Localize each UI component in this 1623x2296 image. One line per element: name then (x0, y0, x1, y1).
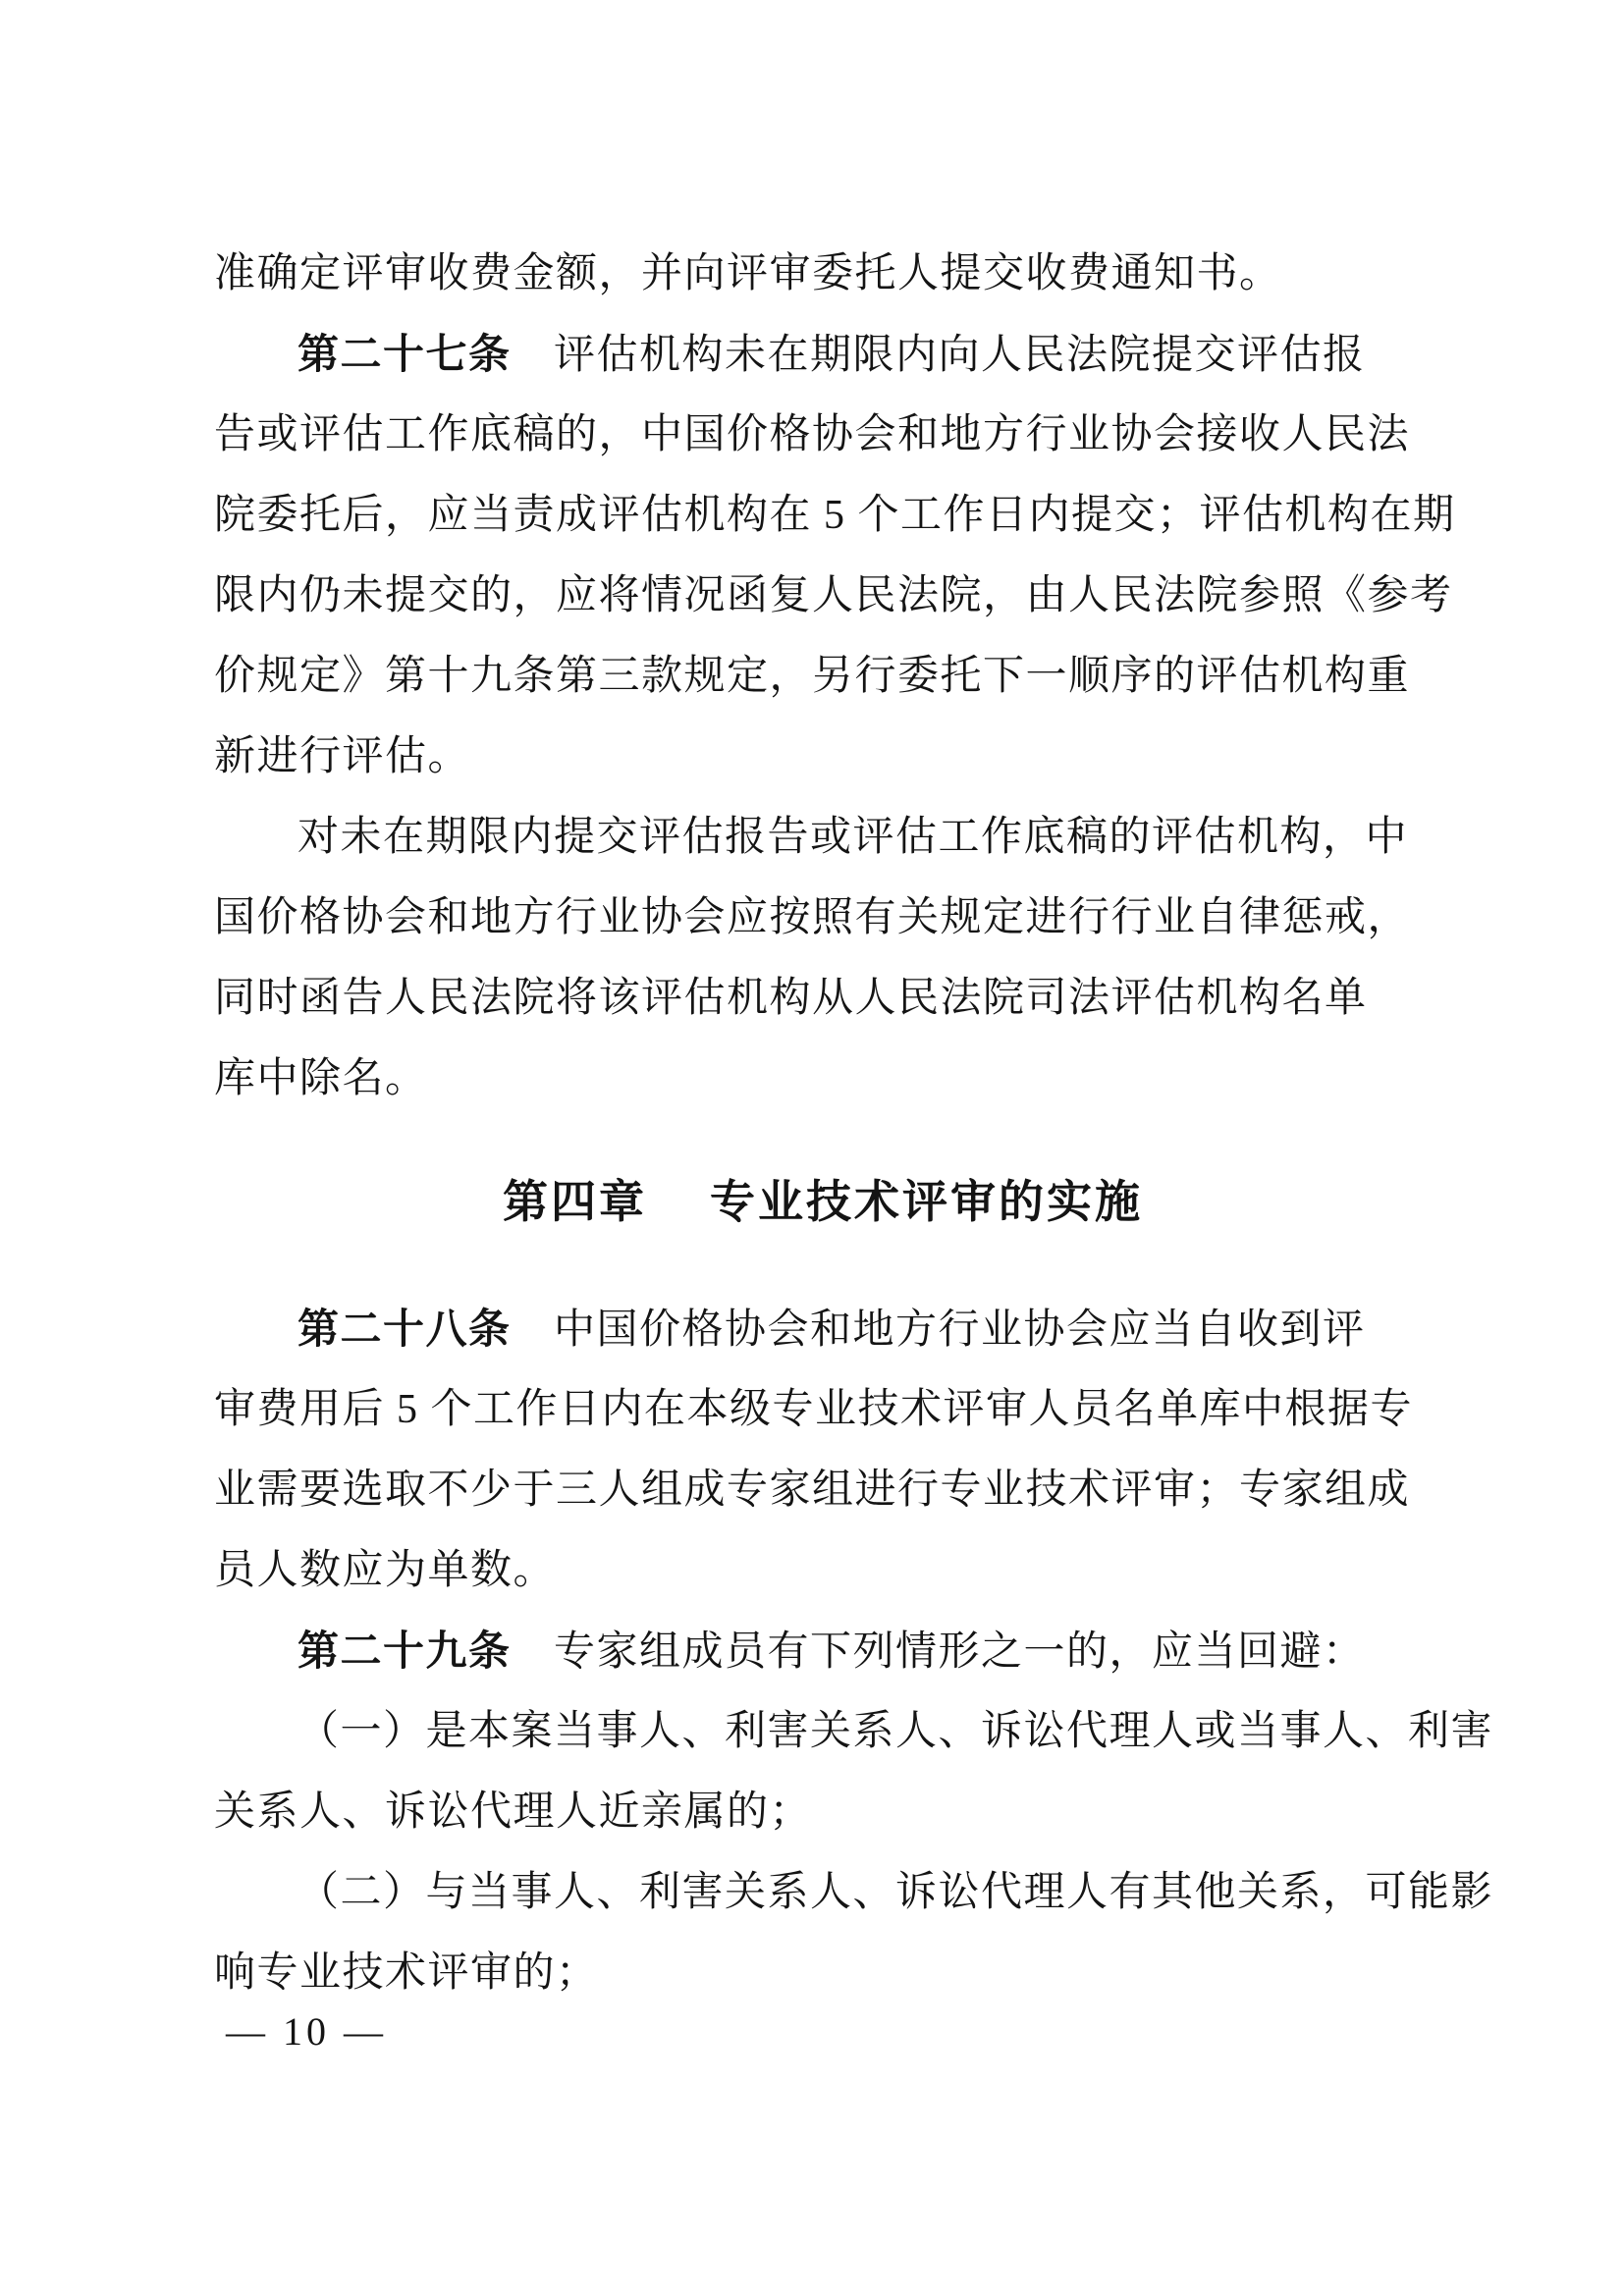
text-line (214, 958, 1432, 1039)
chapter-title: 专业技术评审的实施 (710, 1176, 1143, 1227)
text-segment: 国价格协会和地方行业协会应按照有关规定进行行业自律惩戒， (214, 895, 1411, 940)
text-segment: 业需要选取不少于三人组成专家组进行专业技术评审；专家组成 (214, 1468, 1411, 1513)
text-line (214, 395, 1432, 475)
text-segment: 价规定》第十九条第三款规定，另行委托下一顺序的评估机构重 (214, 654, 1411, 699)
text-line (214, 1530, 1432, 1611)
document-text-block (214, 234, 1494, 2013)
text-line (214, 1691, 1494, 1772)
text-line (214, 797, 1432, 878)
page-number: — 10 — (226, 2009, 387, 2054)
article-number: 第二十九条 (298, 1628, 512, 1674)
text-segment: 对未在期限内提交评估报告或评估工作底稿的评估机构，中 (298, 815, 1409, 860)
text-segment: 库中除名。 (214, 1056, 428, 1101)
text-segment: 评估机构未在期限内向人民法院提交评估报 (511, 333, 1366, 378)
text-line (214, 1772, 1432, 1852)
text-segment: （一）是本案当事人、利害关系人、诉讼代理人或当事人、利害 (298, 1709, 1494, 1754)
paragraphs-before-heading (214, 234, 1456, 1119)
text-line (214, 234, 1432, 314)
text-segment: 员人数应为单数。 (214, 1548, 557, 1593)
text-segment: 同时函告人民法院将该评估机构从人民法院司法评估机构名单 (214, 976, 1368, 1021)
text-line (214, 1039, 1432, 1119)
text-segment: 告或评估工作底稿的，中国价格协会和地方行业协会接收人民法 (214, 412, 1411, 457)
text-line (214, 1852, 1494, 1933)
text-segment: （二）与当事人、利害关系人、诉讼代理人有其他关系，可能影 (298, 1870, 1494, 1915)
text-line (214, 636, 1432, 717)
text-segment: 专家组成员有下列情形之一的，应当回避： (511, 1629, 1366, 1675)
paragraphs-after-heading (214, 1289, 1494, 2013)
text-line (214, 1611, 1432, 1691)
chapter-heading (214, 1161, 1432, 1242)
text-segment: 中国价格协会和地方行业协会应当自收到评 (511, 1308, 1366, 1353)
text-line (214, 717, 1432, 797)
text-line (214, 878, 1432, 958)
text-segment: 响专业技术评审的； (214, 1950, 599, 1996)
article-number: 第二十七条 (298, 331, 512, 377)
text-line (214, 1450, 1432, 1530)
text-segment: 准确定评审收费金额，并向评审委托人提交收费通知书。 (214, 251, 1282, 296)
text-segment: 关系人、诉讼代理人近亲属的； (214, 1789, 813, 1835)
chapter-number: 第四章 (503, 1176, 647, 1227)
article-number: 第二十八条 (298, 1306, 512, 1352)
text-line (214, 475, 1456, 556)
text-line (214, 1933, 1432, 2013)
text-segment: 审费用后 5 个工作日内在本级专业技术评审人员名单库中根据专 (214, 1387, 1414, 1432)
text-line (214, 314, 1432, 395)
text-line (214, 1369, 1432, 1450)
text-segment: 限内仍未提交的，应将情况函复人民法院，由人民法院参照《参考 (214, 573, 1453, 618)
text-line (214, 556, 1453, 636)
text-line (214, 1289, 1432, 1369)
text-segment: 院委托后，应当责成评估机构在 5 个工作日内提交；评估机构在期 (214, 493, 1456, 538)
text-segment: 新进行评估。 (214, 734, 471, 779)
